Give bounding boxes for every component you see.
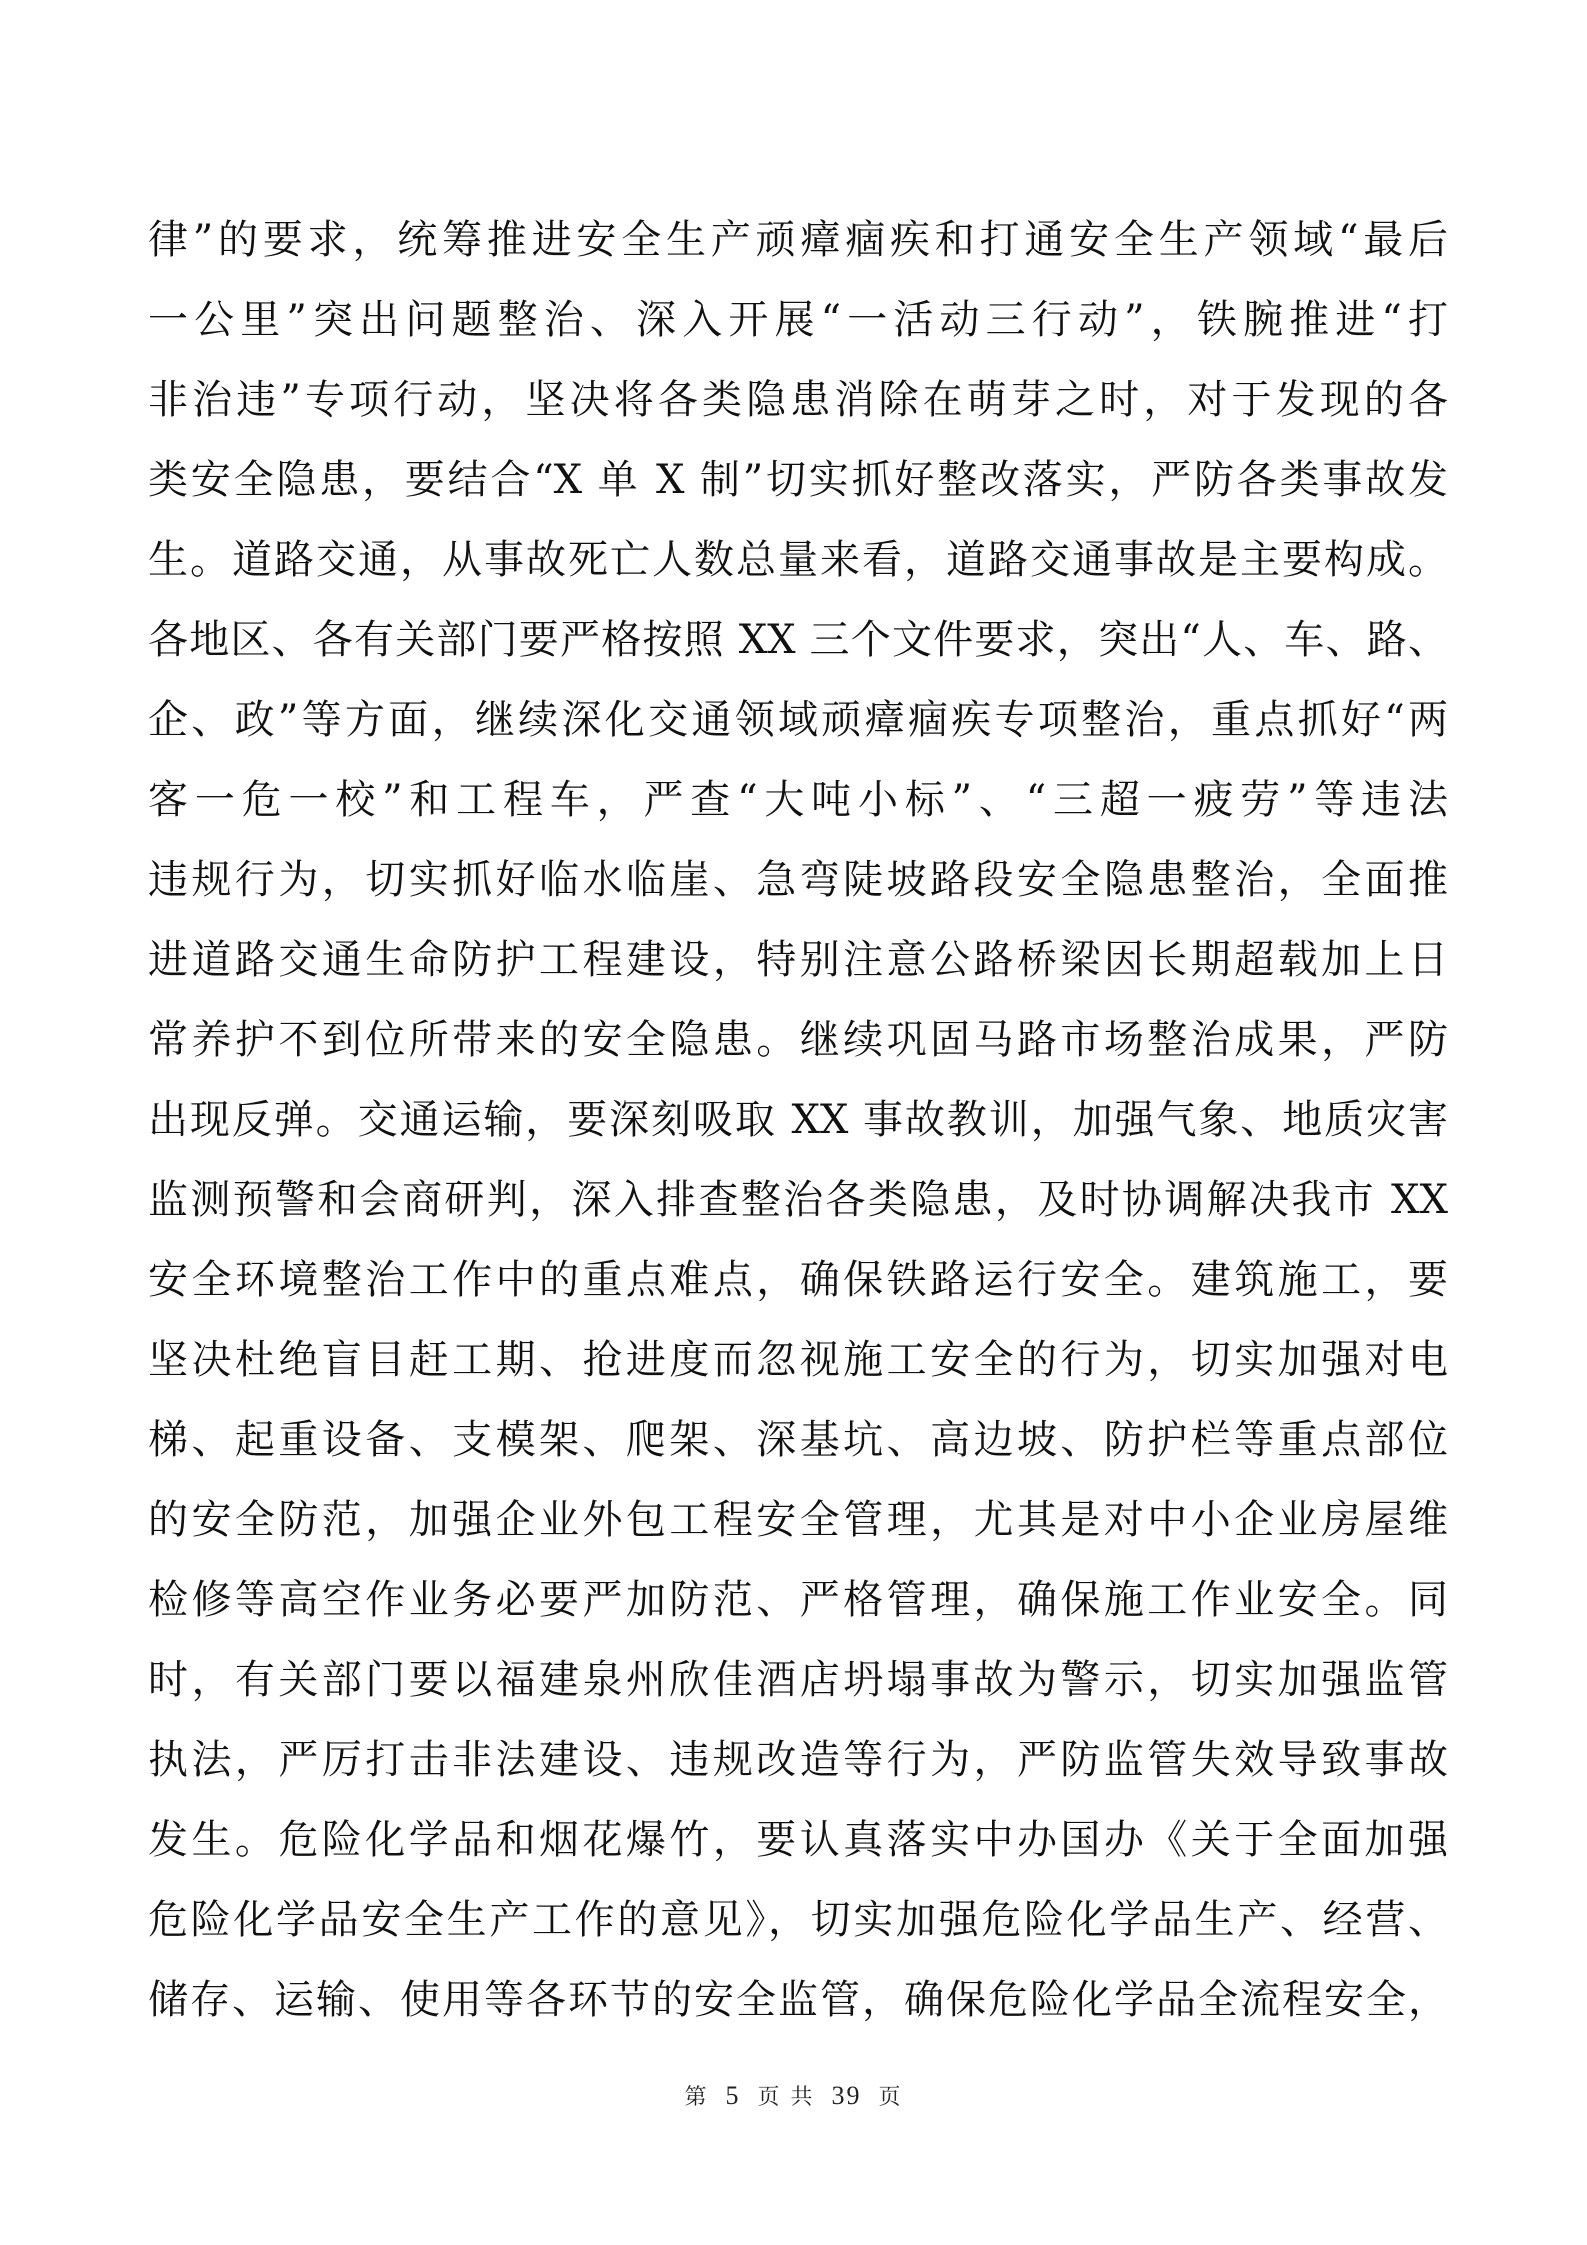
text-line: 违规行为，切实抓好临水临崖、急弯陡坡路段安全隐患整治，全面推 xyxy=(148,857,1448,903)
footer-middle: 页 共 xyxy=(757,2085,815,2110)
text-line: 客一危一校”和工程车，严查“大吨小标”、“三超一疲劳”等违法 xyxy=(148,777,1448,823)
text-line: 律”的要求，统筹推进安全生产顽瘴痼疾和打通安全生产领域“最后 xyxy=(148,217,1448,263)
text-line: 类安全隐患，要结合“X 单 X 制”切实抓好整改落实，严防各类事故发 xyxy=(148,457,1448,503)
text-line: 非治违”专项行动，坚决将各类隐患消除在萌芽之时，对于发现的各 xyxy=(148,377,1448,423)
text-line: 执法，严厉打击非法建设、违规改造等行为，严防监管失效导致事故 xyxy=(148,1737,1448,1783)
text-line: 检修等高空作业务必要严加防范、严格管理，确保施工作业安全。同 xyxy=(148,1577,1448,1623)
text-line: 进道路交通生命防护工程建设，特别注意公路桥梁因长期超载加上日 xyxy=(148,937,1448,983)
text-line: 坚决杜绝盲目赶工期、抢进度而忽视施工安全的行为，切实加强对电 xyxy=(148,1337,1448,1383)
text-line: 时，有关部门要以福建泉州欣佳酒店坍塌事故为警示，切实加强监管 xyxy=(148,1657,1448,1703)
text-line: 梯、起重设备、支模架、爬架、深基坑、高边坡、防护栏等重点部位 xyxy=(148,1417,1448,1463)
text-line: 一公里”突出问题整治、深入开展“一活动三行动”，铁腕推进“打 xyxy=(148,297,1448,343)
text-line: 的安全防范，加强企业外包工程安全管理，尤其是对中小企业房屋维 xyxy=(148,1497,1448,1543)
text-line: 企、政”等方面，继续深化交通领域顽瘴痼疾专项整治，重点抓好“两 xyxy=(148,697,1448,743)
text-line: 各地区、各有关部门要严格按照 XX 三个文件要求，突出“人、车、路、 xyxy=(148,617,1448,663)
text-line: 危险化学品安全生产工作的意见》，切实加强危险化学品生产、经营、 xyxy=(148,1897,1448,1943)
text-line: 发生。危险化学品和烟花爆竹，要认真落实中办国办《关于全面加强 xyxy=(148,1817,1448,1863)
text-line: 常养护不到位所带来的安全隐患。继续巩固马路市场整治成果，严防 xyxy=(148,1017,1448,1063)
text-line: 生。道路交通，从事故死亡人数总量来看，道路交通事故是主要构成。 xyxy=(148,537,1448,583)
text-line: 储存、运输、使用等各环节的安全监管，确保危险化学品全流程安全， xyxy=(148,1977,1448,2023)
page-footer xyxy=(0,2080,1587,2111)
total-pages: 39 xyxy=(831,2081,862,2110)
text-line: 安全环境整治工作中的重点难点，确保铁路运行安全。建筑施工，要 xyxy=(148,1257,1448,1303)
footer-prefix: 第 xyxy=(684,2085,709,2110)
body-text xyxy=(148,200,1448,2040)
page-number: 5 xyxy=(725,2081,741,2110)
footer-suffix: 页 xyxy=(878,2085,903,2110)
text-line: 监测预警和会商研判，深入排查整治各类隐患，及时协调解决我市 XX xyxy=(148,1177,1448,1223)
text-line: 出现反弹。交通运输，要深刻吸取 XX 事故教训，加强气象、地质灾害 xyxy=(148,1097,1448,1143)
